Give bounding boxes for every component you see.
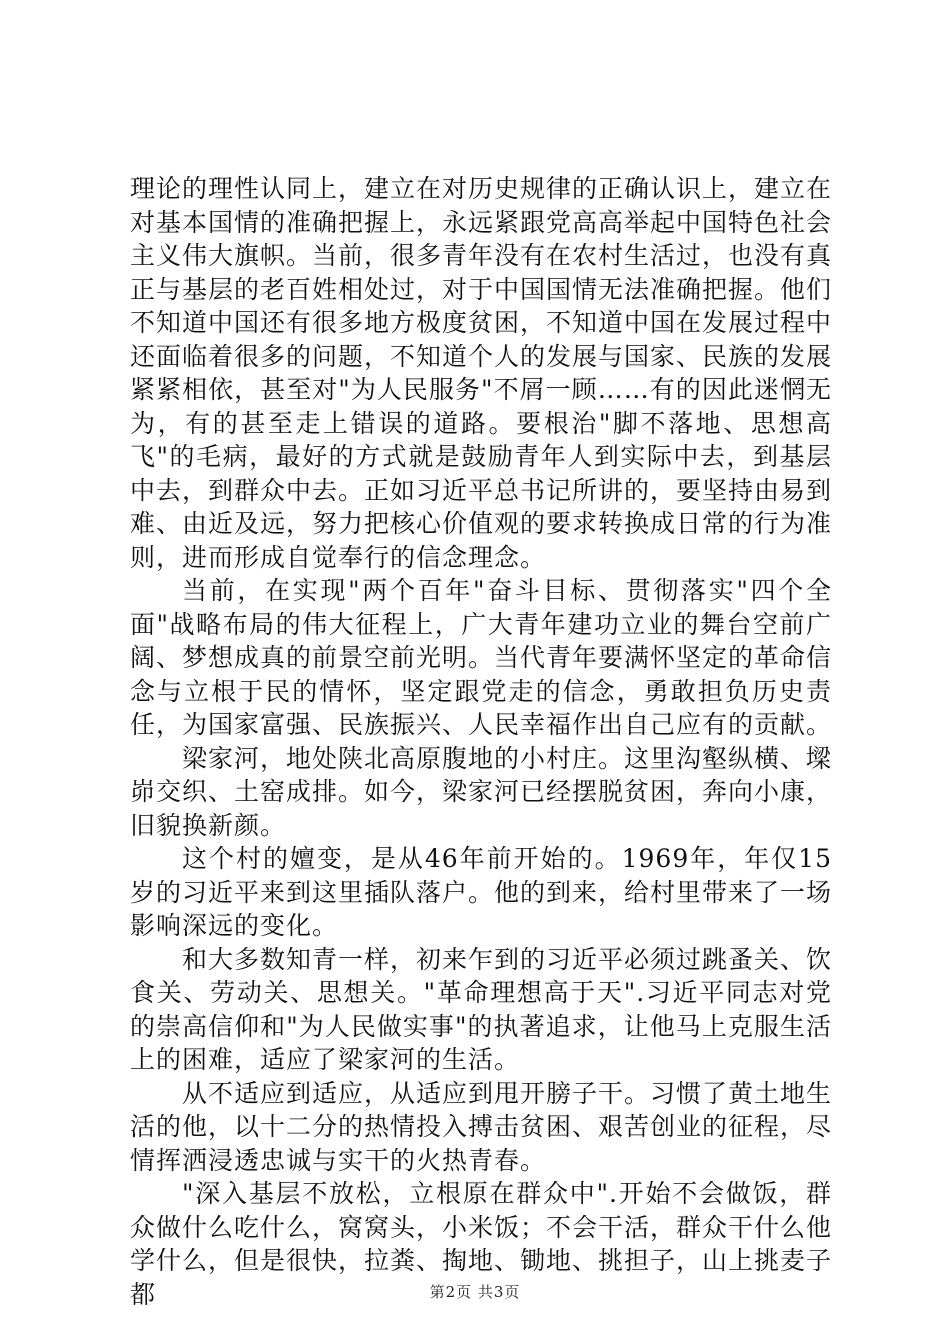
paragraph-4: 这个村的嬗变，是从46年前开始的。1969年，年仅15岁的习近平来到这里插队落户。他的到来，给村里带来了一场影响深远的变化。 — [130, 844, 833, 940]
body-text — [130, 172, 832, 1311]
paragraph-1: 理论的理性认同上，建立在对历史规律的正确认识上，建立在对基本国情的准确把握上，永远紧跟党高高举起中国特色社会主义伟大旗帜。当前，很多青年没有在农村生活过，也没有真正与基层的老百姓相处过，对于中国国情无法准确把握。他们不知道中国还有很多地方极度贫困，不知道中国在发展过程中还面临着很多的问题，不知道个人的发展与国家、民族的发展紧紧相依，甚至对"为人民服务"不屑一顾……有的因此迷惘无为，有的甚至走上错误的道路。要根治"脚不落地、思想高飞"的毛病，最好的方式就是鼓励青年人到实际中去，到基层中去，到群众中去。正如习近平总书记所讲的，要坚持由易到难、由近及远，努力把核心价值观的要求转换成日常的行为准则，进而形成自觉奉行的信念理念。 — [130, 174, 833, 572]
paragraph-6: 从不适应到适应，从适应到甩开膀子干。习惯了黄土地生活的他，以十二分的热情投入搏击贫困、艰苦创业的征程，尽情挥洒浸透忠诚与实干的火热青春。 — [130, 1078, 833, 1175]
paragraph-2: 当前，在实现"两个百年"奋斗目标、贯彻落实"四个全面"战略布局的伟大征程上，广大青年建功立业的舞台空前广阔、梦想成真的前景空前光明。当代青年要满怀坚定的革命信念与立根于民的情怀，坚定跟党走的信念，勇敢担负历史责任，为国家富强、民族振兴、人民幸福作出自己应有的贡献。 — [130, 576, 833, 739]
page-footer: 第2页 共3页 — [429, 1283, 521, 1301]
paragraph-3: 梁家河，地处陕北高原腹地的小村庄。这里沟壑纵横、墚峁交织、土窑成排。如今，梁家河已经摆脱贫困，奔向小康，旧貌换新颜。 — [130, 743, 833, 840]
paragraph-5: 和大多数知青一样，初来乍到的习近平必须过跳蚤关、饮食关、劳动关、思想关。"革命理想高于天".习近平同志对党的崇高信仰和"为人民做实事"的执著追求，让他马上克服生活上的困难，适应了梁家河的生活。 — [130, 944, 833, 1074]
paragraph-7: "深入基层不放松，立根原在群众中".开始不会做饭，群众做什么吃什么，窝窝头，小米饭；不会干活，群众干什么他学什么，但是很快，拉粪、掏地、锄地、挑担子，山上挑麦子都 — [130, 1179, 833, 1309]
